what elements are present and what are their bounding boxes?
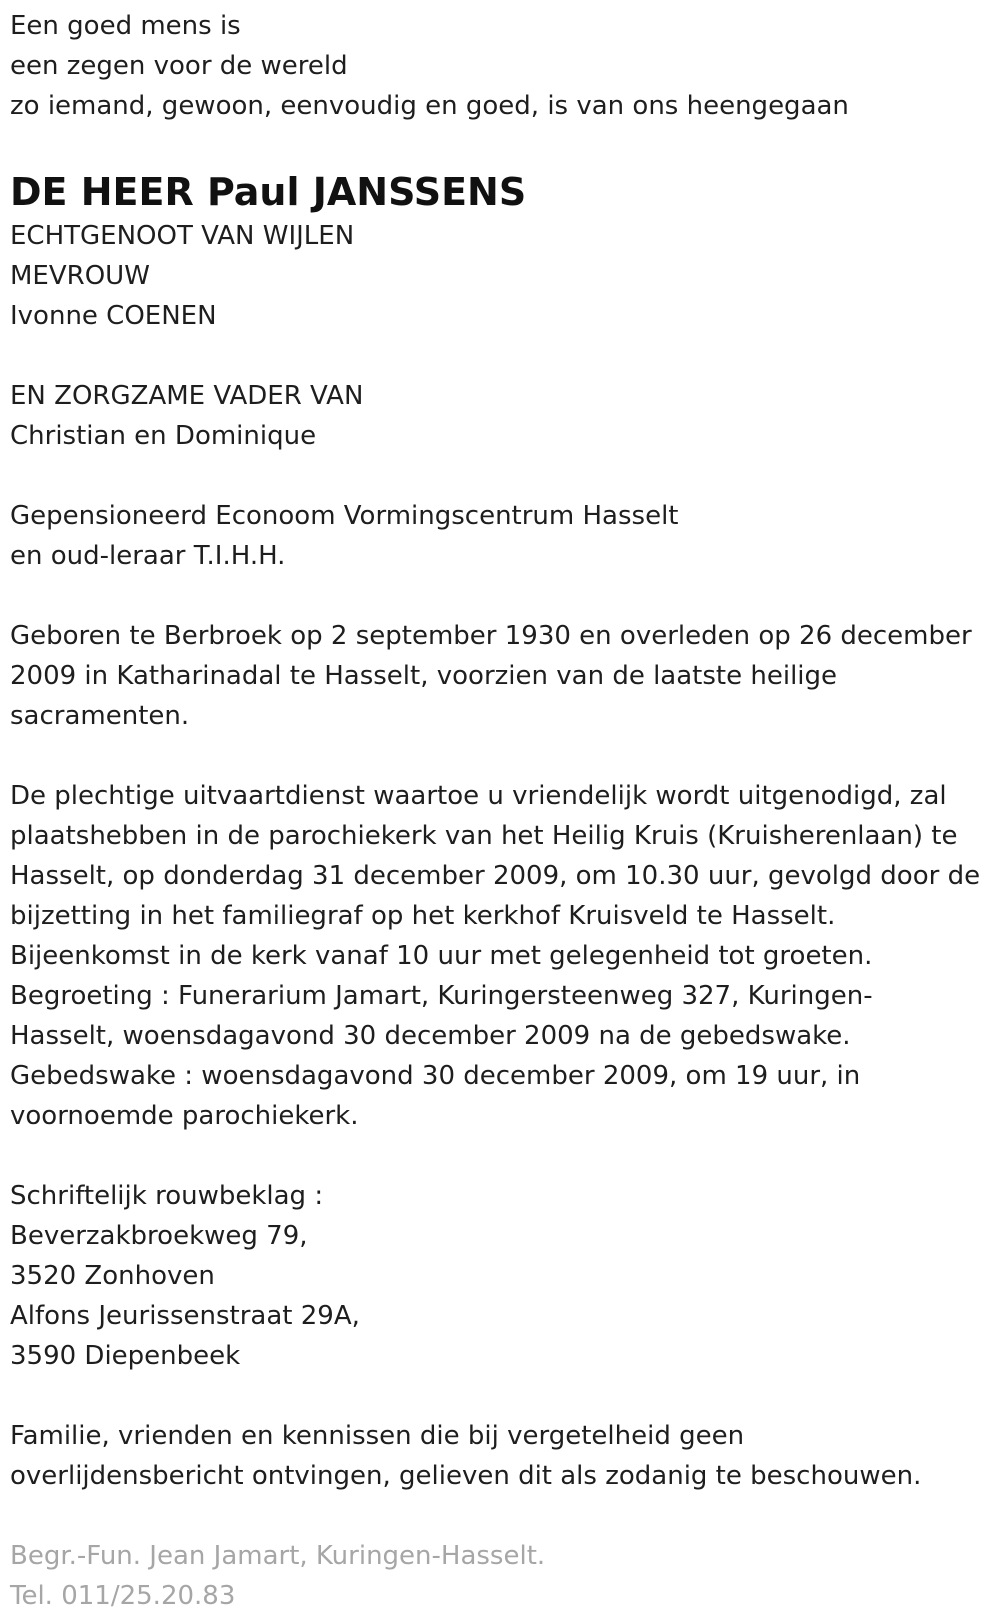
spouse-line: ECHTGENOOT VAN WIJLEN xyxy=(10,221,355,251)
undertaker-section xyxy=(10,1536,995,1616)
spouse-section xyxy=(10,216,995,336)
notice-section xyxy=(10,1416,995,1496)
spacer xyxy=(10,1136,995,1176)
funeral-line: Hasselt, woensdagavond 30 december 2009 na de gebedswake. xyxy=(10,1021,851,1051)
spacer xyxy=(10,576,995,616)
spouse-line: Ivonne COENEN xyxy=(10,301,217,331)
funeral-line: Gebedswake : woensdagavond 30 december 2009, om 19 uur, in xyxy=(10,1061,861,1091)
condolences-line: 3590 Diepenbeek xyxy=(10,1341,241,1371)
condolences-line: Schriftelijk rouwbeklag : xyxy=(10,1181,324,1211)
spacer xyxy=(10,456,995,496)
birth-death-section xyxy=(10,616,995,736)
condolences-line: Beverzakbroekweg 79, xyxy=(10,1221,308,1251)
spacer xyxy=(10,1376,995,1416)
condolences-line: 3520 Zonhoven xyxy=(10,1261,215,1291)
condolences-section xyxy=(10,1176,995,1376)
spouse-line: MEVROUW xyxy=(10,261,150,291)
birth-death-line: sacramenten. xyxy=(10,701,190,731)
birth-death-line: Geboren te Berbroek op 2 september 1930 en overleden op 26 december xyxy=(10,621,972,651)
undertaker-phone: Tel. 011/25.20.83 xyxy=(10,1581,236,1611)
funeral-line: Bijeenkomst in de kerk vanaf 10 uur met gelegenheid tot groeten. xyxy=(10,941,873,971)
children-line: Christian en Dominique xyxy=(10,421,317,451)
occupation-line: Gepensioneerd Econoom Vormingscentrum Hasselt xyxy=(10,501,679,531)
occupation-section xyxy=(10,496,995,576)
intro-poem xyxy=(10,6,995,126)
intro-line: zo iemand, gewoon, eenvoudig en goed, is van ons heengegaan xyxy=(10,91,849,121)
funeral-line: Hasselt, op donderdag 31 december 2009, om 10.30 uur, gevolgd door de xyxy=(10,861,981,891)
undertaker-line: Begr.-Fun. Jean Jamart, Kuringen-Hasselt. xyxy=(10,1541,546,1571)
funeral-section xyxy=(10,776,995,1136)
funeral-line: bijzetting in het familiegraf op het kerkhof Kruisveld te Hasselt. xyxy=(10,901,836,931)
children-line: EN ZORGZAME VADER VAN xyxy=(10,381,364,411)
spacer xyxy=(10,1496,995,1536)
death-notice xyxy=(10,6,995,1616)
occupation-line: en oud-leraar T.I.H.H. xyxy=(10,541,286,571)
notice-line: overlijdensbericht ontvingen, gelieven dit als zodanig te beschouwen. xyxy=(10,1461,922,1491)
notice-line: Familie, vrienden en kennissen die bij vergetelheid geen xyxy=(10,1421,745,1451)
condolences-line: Alfons Jeurissenstraat 29A, xyxy=(10,1301,360,1331)
intro-line: een zegen voor de wereld xyxy=(10,51,348,81)
deceased-name: DE HEER Paul JANSSENS xyxy=(10,170,527,214)
spacer xyxy=(10,336,995,376)
funeral-line: De plechtige uitvaartdienst waartoe u vriendelijk wordt uitgenodigd, zal xyxy=(10,781,947,811)
funeral-line: voornoemde parochiekerk. xyxy=(10,1101,359,1131)
children-section xyxy=(10,376,995,456)
intro-line: Een goed mens is xyxy=(10,11,241,41)
birth-death-line: 2009 in Katharinadal te Hasselt, voorzien van de laatste heilige xyxy=(10,661,838,691)
funeral-line: Begroeting : Funerarium Jamart, Kuringersteenweg 327, Kuringen- xyxy=(10,981,873,1011)
funeral-line: plaatshebben in de parochiekerk van het Heilig Kruis (Kruisherenlaan) te xyxy=(10,821,958,851)
spacer xyxy=(10,736,995,776)
